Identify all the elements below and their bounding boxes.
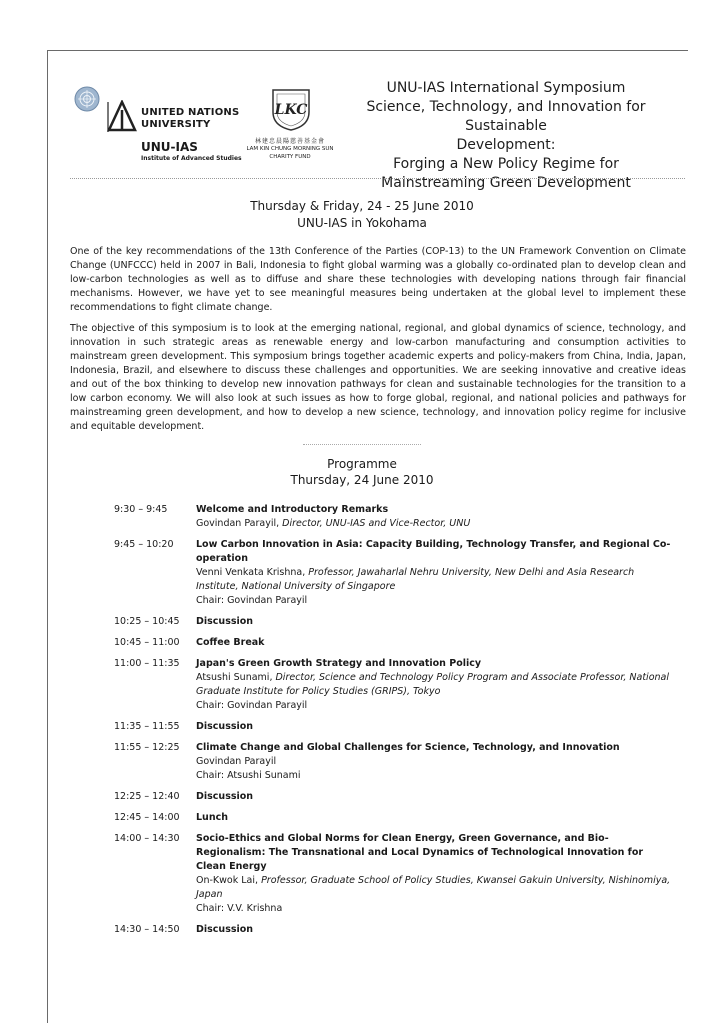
programme-schedule — [114, 503, 674, 944]
session-title: Coffee Break — [196, 637, 265, 648]
schedule-time: 14:00 – 14:30 — [114, 833, 180, 844]
session-title: Discussion — [196, 791, 254, 802]
schedule-time: 11:55 – 12:25 — [114, 742, 180, 753]
session-chair: Chair: V.V. Krishna — [196, 903, 283, 914]
un-emblem-icon — [74, 86, 100, 112]
schedule-time: 11:00 – 11:35 — [114, 658, 180, 669]
schedule-time: 11:35 – 11:55 — [114, 721, 180, 732]
event-date: Thursday & Friday, 24 - 25 June 2010 — [250, 199, 474, 213]
intro-paragraph-1: One of the key recommendations of the 13th Conference of the Parties (COP-13) to the UN Framework Convention on Climate Change (UNFCCC) held in 2007 in Bali, Indonesia to fight global warming was a globally co-ordinated plan to develop clean and low-carbon technologies as well as to diffuse and share these technologies with developing nations through fair financial mechanisms. However, we have yet to see meaningful measures being undertaken at the global level to implement these recommendations to fight climate change. — [70, 246, 686, 313]
unu-mark-icon — [107, 100, 137, 134]
schedule-time: 12:45 – 14:00 — [114, 812, 180, 823]
unu-name — [141, 107, 239, 131]
session-chair: Chair: Atsushi Sunami — [196, 770, 301, 781]
schedule-details — [196, 790, 674, 804]
symposium-title-line: Forging a New Policy Regime for — [393, 156, 619, 172]
schedule-row — [114, 636, 674, 650]
speaker-role: Professor, Graduate School of Policy Studies, Kwansei Gakuin University, Nishinomiya, Japan — [196, 875, 671, 900]
session-chair: Chair: Govindan Parayil — [196, 595, 308, 606]
programme-heading — [0, 456, 724, 488]
schedule-details — [196, 720, 674, 734]
schedule-time: 14:30 – 14:50 — [114, 924, 180, 935]
session-title: Low Carbon Innovation in Asia: Capacity Building, Technology Transfer, and Regional Co-operation — [196, 539, 671, 564]
unu-ias-subtitle: Institute of Advanced Studies — [141, 155, 242, 162]
session-title: Discussion — [196, 721, 254, 732]
header-divider — [70, 178, 685, 179]
speaker-name: On-Kwok Lai, — [196, 875, 262, 886]
schedule-row — [114, 657, 674, 713]
speaker-name: Govindan Parayil — [196, 756, 277, 767]
session-speaker — [196, 517, 674, 531]
speaker-role: Director, UNU-IAS and Vice-Rector, UNU — [282, 518, 471, 529]
schedule-row — [114, 741, 674, 783]
schedule-row — [114, 615, 674, 629]
session-speaker — [196, 755, 674, 769]
lkc-name-line1: LAM KIN CHUNG MORNING SUN — [246, 146, 334, 152]
schedule-details — [196, 538, 674, 608]
event-venue: UNU-IAS in Yokohama — [297, 216, 427, 230]
programme-title: Programme — [327, 457, 397, 471]
session-title: Welcome and Introductory Remarks — [196, 504, 389, 515]
session-title: Lunch — [196, 812, 228, 823]
schedule-details — [196, 615, 674, 629]
schedule-details — [196, 503, 674, 531]
symposium-title-line: Mainstreaming Green Development — [381, 175, 631, 191]
symposium-title-line: Science, Technology, and Innovation for Sustainable — [366, 99, 646, 134]
session-speaker — [196, 874, 674, 902]
speaker-name: Venni Venkata Krishna, — [196, 567, 309, 578]
unu-name-line2: UNIVERSITY — [141, 119, 211, 130]
lkc-logo-text: LKC — [274, 102, 308, 118]
session-title: Climate Change and Global Challenges for Science, Technology, and Innovation — [196, 742, 620, 753]
speaker-name: Atsushi Sunami, — [196, 672, 276, 683]
schedule-row — [114, 538, 674, 608]
symposium-title-line: Development: — [456, 137, 556, 153]
schedule-row — [114, 790, 674, 804]
speaker-role: Professor, Jawaharlal Nehru University, New Delhi and Asia Research Institute, National University of Singapore — [196, 567, 635, 592]
session-chair: Chair: Govindan Parayil — [196, 700, 308, 711]
schedule-details — [196, 832, 674, 916]
schedule-time: 10:25 – 10:45 — [114, 616, 180, 627]
schedule-time: 9:30 – 9:45 — [114, 504, 168, 515]
session-speaker — [196, 671, 674, 699]
session-speaker — [196, 566, 674, 594]
schedule-row — [114, 923, 674, 937]
schedule-details — [196, 636, 674, 650]
lkc-name-line2: CHARITY FUND — [269, 154, 311, 160]
symposium-title-line: UNU-IAS International Symposium — [386, 80, 626, 96]
session-title: Discussion — [196, 924, 254, 935]
schedule-row — [114, 811, 674, 825]
session-title: Discussion — [196, 616, 254, 627]
section-divider — [303, 444, 421, 445]
symposium-title — [330, 79, 682, 193]
programme-day: Thursday, 24 June 2010 — [290, 473, 434, 487]
speaker-role: Director, Science and Technology Policy Program and Associate Professor, National Graduate Institute for Policy Studies (GRIPS), Tokyo — [196, 672, 669, 697]
session-title: Socio-Ethics and Global Norms for Clean Energy, Green Governance, and Bio-Regionalism: The Transnational and Local Dynamics of Technological Innovation for Clean Energy — [196, 833, 644, 872]
schedule-time: 10:45 – 11:00 — [114, 637, 180, 648]
lkc-english-name — [236, 145, 344, 161]
schedule-details — [196, 741, 674, 783]
schedule-details — [196, 923, 674, 937]
lkc-logo-icon — [263, 86, 319, 132]
event-info — [0, 198, 724, 232]
schedule-row — [114, 503, 674, 531]
schedule-time: 12:25 – 12:40 — [114, 791, 180, 802]
schedule-details — [196, 811, 674, 825]
lkc-chinese-name: 林建忠晨陽慈善基金會 — [254, 138, 325, 145]
speaker-name: Govindan Parayil, — [196, 518, 283, 529]
intro-paragraph-2: The objective of this symposium is to look at the emerging national, regional, and global dynamics of science, technology, and innovation in such strategic areas as renewable energy and low-carbon manufacturing and consumption activities to mainstream green development. This symposium brings together academic experts and policy-makers from China, India, Japan, Indonesia, Brazil, and elsewhere to discuss these challenges and opportunities. We are seeking innovative and creative ideas and out of the box thinking to develop new innovation pathways for clean and sustainable technologies for the transition to a low carbon economy. We will also look at such issues as how to forge global, regional, and national policies and pathways for mainstreaming green development, and how to develop a new science, technology, and innovation policy regime for inclusive and equitable development. — [70, 323, 686, 432]
unu-name-line1: UNITED NATIONS — [141, 107, 240, 118]
schedule-row — [114, 832, 674, 916]
unu-ias-label: UNU-IAS — [141, 140, 198, 154]
session-title: Japan's Green Growth Strategy and Innovation Policy — [196, 658, 482, 669]
schedule-time: 9:45 – 10:20 — [114, 539, 174, 550]
schedule-details — [196, 657, 674, 713]
schedule-row — [114, 720, 674, 734]
